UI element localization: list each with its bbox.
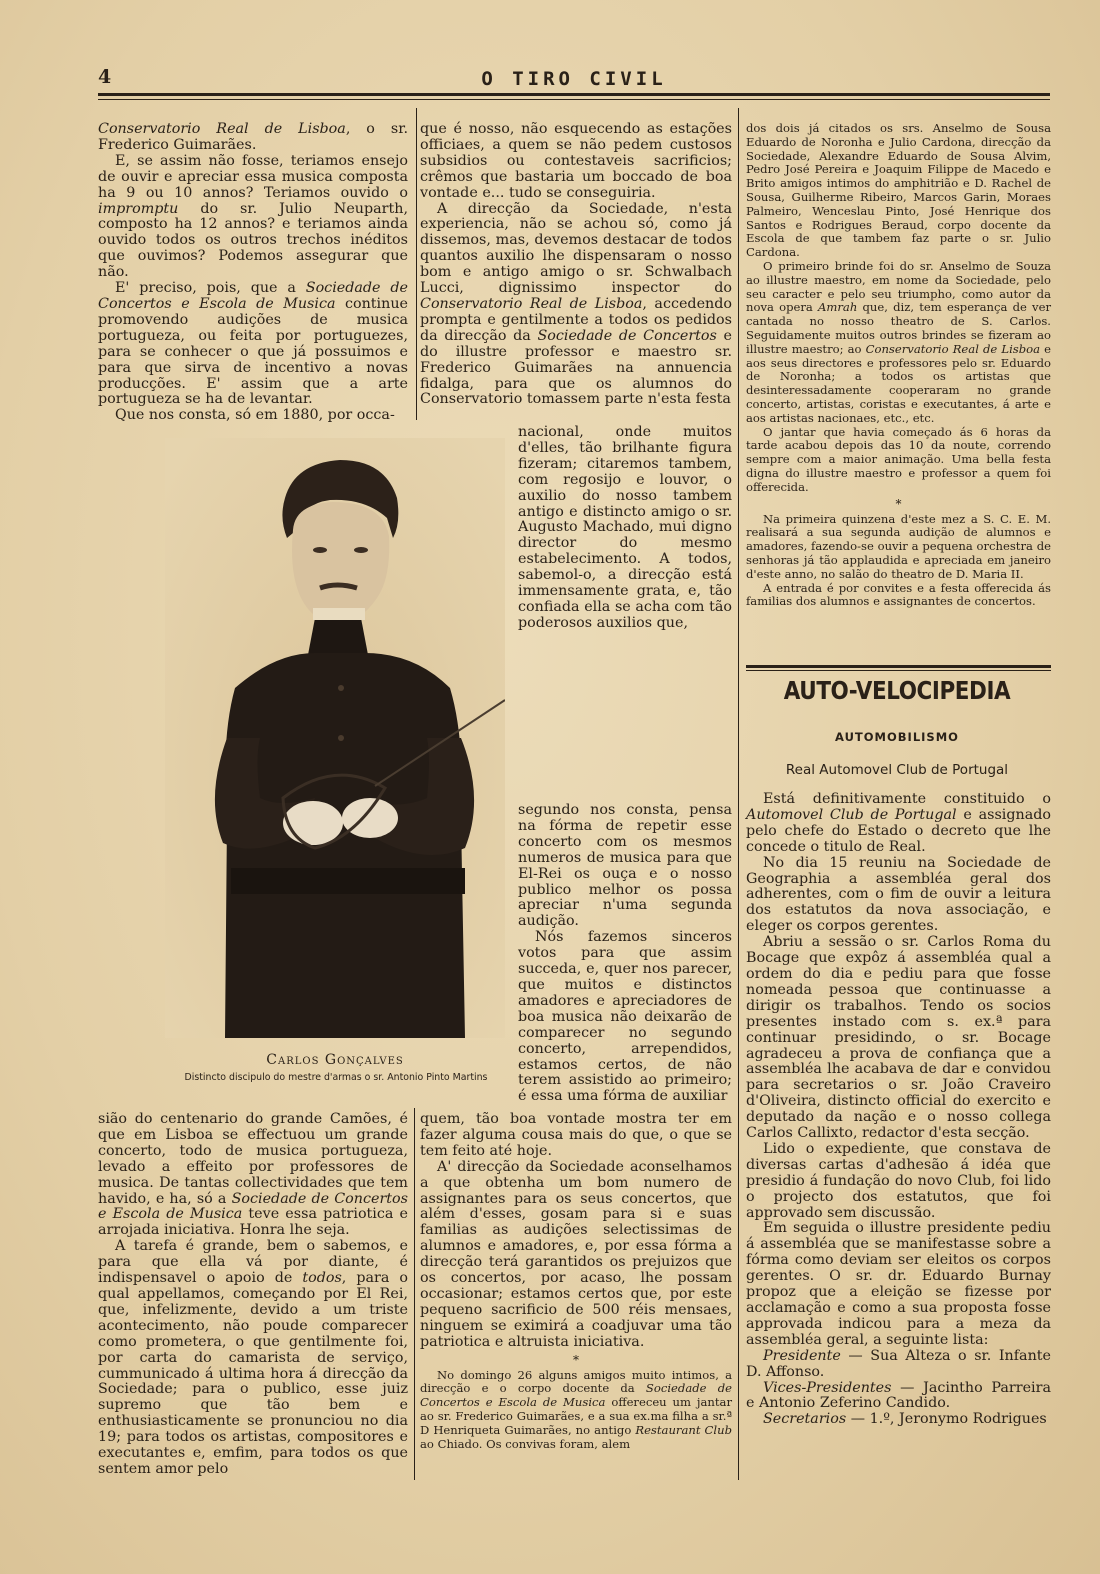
paragraph: quem, tão boa vontade mostra ter em fazer alguma cousa mais do que, o que se tem feito até hoje. bbox=[420, 1111, 732, 1159]
header-rule-thick bbox=[98, 93, 1050, 96]
paragraph: segundo nos consta, pensa na fórma de repetir esse concerto com os mesmos numeros de musica para que El-Rei os ouça e o nosso publico melhor os possa apreciar n'uma segunda audição. bbox=[518, 802, 732, 930]
page-number: 4 bbox=[98, 66, 112, 88]
paragraph: A' direcção da Sociedade aconselhamos a que obtenha um bom numero de assignantes para os seus concertos, que além d'esses, gosam para si e suas familias as audições selectissimas de alumnos e amadores, e, por essa fórma a direcção terá garantidos os prejuizos que os concertos, por acaso, lhe possam occasionar; estamos certos que, por este pequeno sacrificio de 500 réis mensaes, ninguem se eximirá a coadjuvar uma tão patriotica e altruista iniciativa. bbox=[420, 1158, 732, 1350]
italic-title: Conservatorio Real de Lisboa bbox=[98, 121, 346, 137]
column-2-top bbox=[420, 122, 732, 408]
paragraph: Nós fazemos sinceros votos para que assim succeda, e, quer nos parecer, que muitos e distinctos amadores e apreciadores de boa musica não deixarão de comparecer no segundo concerto, arrependidos, estamos certos, de não terem assistido ao primeiro; é essa uma fórma de auxiliar bbox=[518, 929, 732, 1105]
paragraph: No domingo 26 alguns amigos muito intimos, a direcção e o corpo docente da Sociedade de Concertos e Escola de Musica offereceu um jantar ao sr. Frederico Guimarães, e a sua ex.ma filha a sr.ª D Henriqueta Guimarães, no antigo Restaurant Club ao Chiado. Os convivas foram, alem bbox=[420, 1367, 732, 1451]
auto-section-body bbox=[746, 792, 1051, 1428]
column-2-bottom bbox=[420, 1112, 732, 1451]
header-rule-thin bbox=[98, 99, 1050, 100]
role-line: Presidente — Sua Alteza o sr. Infante D. Affonso. bbox=[746, 1347, 1051, 1380]
article-heading: Real Automovel Club de Portugal bbox=[785, 762, 1009, 778]
paragraph: dos dois já citados os srs. Anselmo de Sousa Eduardo de Noronha e Julio Cardona, direcção da Sociedade, Alexandre Eduardo de Sousa Alvim, Pedro José Pereira e Joaquim Filippe de Macedo e Brito amigos intimos do amphitrião e D. Rachel de Sousa, Guilherme Ribeiro, Marcos Garin, Moraes Palmeiro, Wenceslau Pinto, José Henrique dos Santos e Rodrigues Beraud, corpo docente da Escola de que tambem faz parte o sr. Julio Cardona. bbox=[746, 121, 1051, 260]
column-3-top bbox=[746, 122, 1051, 609]
column-rule bbox=[414, 1108, 415, 1480]
paragraph: Está definitivamente constituido o Automovel Club de Portugal e assignado pelo chefe do Estado o decreto que lhe concede o titulo de Real. bbox=[746, 791, 1051, 855]
paragraph: E, se assim não fosse, teriamos ensejo de ouvir e apreciar essa musica composta ha 9 ou 10 annos? Teriamos ouvido o impromptu do sr. Julio Neuparth, composto ha 12 annos? e teriamos ainda ouvido todos os outros trechos inéditos que ouvimos? Podemos assegurar que não. bbox=[98, 152, 408, 281]
section-title: AUTO-VELOCIPEDIA bbox=[783, 676, 1011, 705]
masthead: O TIRO CIVIL bbox=[481, 68, 667, 90]
paragraph: Que nos consta, só em 1880, por occa- bbox=[115, 407, 395, 424]
section-rule bbox=[746, 665, 1051, 668]
portrait-illustration bbox=[165, 438, 505, 1038]
paragraph: A direcção da Sociedade, n'esta experiencia, não se achou só, como já dissemos, mas, devemos destacar de todos quantos auxilio lhe dispensaram o nosso bom e antigo amigo o sr. Schwalbach Lucci, dignissimo inspector do Conservatorio Real de Lisboa, accedendo prompta e gentilmente a todos os pedidos da direcção da Sociedade de Concertos e do illustre professor e maestro sr. Frederico Guimarães na annuencia fidalga, para que os alumnos do Conservatorio tomassem parte n'esta festa bbox=[420, 200, 733, 408]
portrait-photo bbox=[165, 438, 505, 1038]
column-1-bottom bbox=[98, 1112, 408, 1478]
column-2-narrow: nacional, onde muitos d'elles, tão brilhante figura fizeram; citaremos tambem, com regosijo e louvor, o auxilio do nosso tambem antigo e distincto amigo o sr. Augusto Machado, mui digno director do mesmo estabelecimento. A todos, sabemol-o, a direcção está immensamente grata, e, tão confiada ella se acha com tão poderosos auxilios que, bbox=[518, 424, 732, 631]
paragraph: Em seguida o illustre presidente pediu á assembléa que se manifestasse sobre a fórma como deviam ser eleitos os corpos gerentes. O sr. dr. Eduardo Burnay propoz que a eleição se fizesse por acclamação e como a sua proposta fosse approvada indicou para a meza da assembléa geral, a seguinte lista: bbox=[746, 1220, 1051, 1348]
paragraph: Na primeira quinzena d'este mez a S. C. E. M. realisará a sua segunda audição de alumnos e amadores, fazendo-se ouvir a pequena orchestra de senhoras já tão applaudida e apreciada em janeiro d'este anno, no salão do theatro de D. Maria II. bbox=[746, 511, 1051, 581]
paragraph: sião do centenario do grande Camões, é que em Lisboa se effectuou um grande concerto, todo de musica portugueza, levado a effeito por professores de musica. De tantas collectividades que tem havido, e ha, só a Sociedade de Concertos e Escola de Musica teve essa patriotica e arrojada iniciativa. Honra lhe seja. bbox=[98, 1111, 408, 1239]
column-rule bbox=[416, 108, 417, 420]
paragraph: Conservatorio Real de Lisboa, o sr. Frederico Guimarães. bbox=[98, 121, 408, 153]
paragraph: Lido o expediente, que constava de diversas cartas d'adhesão á idéa que presidio á fundação do novo Club, foi lido o projecto dos estatutos, que foi approvado sem discussão. bbox=[746, 1140, 1051, 1221]
section-subtitle: AUTOMOBILISMO bbox=[835, 730, 959, 744]
separator-star: * bbox=[895, 496, 902, 511]
page-header bbox=[98, 62, 1050, 108]
paragraph: A entrada é por convites e a festa offerecida ás familias dos alumnos e assignantes de concertos. bbox=[746, 580, 1051, 609]
paragraph: que é nosso, não esquecendo as estações officiaes, a quem se não pedem custosos subsidios ou contestaveis sacrificios; crêmos que bastaria um boccado de boa vontade e... tudo se conseguiria. bbox=[420, 121, 732, 201]
paragraph: E' preciso, pois, que a Sociedade de Concertos e Escola de Musica continue promovendo audições de musica portugueza, ou feita por portuguezes, para se conhecer o que já possuimos e para que sirva de incentivo a novas producções. E' assim que a arte portugueza se ha de levantar. bbox=[98, 280, 408, 408]
role-line: Secretarios — 1.º, Jeronymo Rodrigues bbox=[763, 1411, 1047, 1428]
paragraph: No dia 15 reuniu na Sociedade de Geographia a assembléa geral dos adherentes, com o fim de ouvir a leitura dos estatutos da nova associação, e eleger os corpos gerentes. bbox=[746, 854, 1051, 935]
photo-caption-name: Carlos Gonçalves bbox=[266, 1052, 404, 1068]
separator-star: * bbox=[573, 1352, 579, 1367]
column-1-top bbox=[98, 122, 408, 424]
section-rule bbox=[746, 670, 1051, 671]
paragraph: O primeiro brinde foi do sr. Anselmo de Souza ao illustre maestro, em nome da Sociedade, pelo seu caracter e pelo seu triumpho, como autor da nova opera Amrah que, diz, tem esperança de ver cantada no nosso theatro de S. Carlos. Seguidamente muitos outros brindes se fizeram ao illustre maestro; ao Conservatorio Real de Lisboa e aos seus directores e professores pelo sr. Eduardo de Noronha; a todos os artistas que desinteressadamente cooperaram no grande concerto, artistas, coristas e executantes, á arte e aos artistas nacionaes, etc., etc. bbox=[746, 258, 1052, 425]
paragraph: O jantar que havia começado ás 6 horas da tarde acabou depois das 10 da noute, correndo sempre com a maior animação. Uma bella festa digna do illustre maestro e professor a quem foi offerecida. bbox=[746, 424, 1051, 494]
column-rule bbox=[738, 108, 739, 1480]
paragraph: Abriu a sessão o sr. Carlos Roma du Bocage que expôz á assembléa qual a ordem do dia e pediu para que fosse nomeada pessoa que continuasse a dirigir os trabalhos. Tendo os socios presentes instado com s. ex.ª para continuar presidindo, o sr. Bocage agradeceu a prova de confiança que a assembléa lhe acabava de dar e convidou para secretarios o sr. João Craveiro d'Oliveira, distincto official do exercito e deputado da nação e o nosso collega Carlos Callixto, redactor d'esta secção. bbox=[746, 934, 1051, 1142]
role-line: Vices-Presidentes — Jacintho Parreira e Antonio Zeferino Candido. bbox=[746, 1379, 1051, 1412]
photo-caption-line: Distincto discipulo do mestre d'armas o sr. Antonio Pinto Martins bbox=[184, 1072, 488, 1083]
column-2-narrow-lower bbox=[518, 803, 732, 1105]
paragraph: A tarefa é grande, bem o sabemos, e para que ella vá por diante, é indispensavel o apoio de todos, para o qual appellamos, começando por El Rei, que, infelizmente, devido a um triste acontecimento, não poude comparecer como prometera, o que gentilmente foi, por carta do camarista de serviço, cummunicado á ultima hora á direcção da Sociedade; para o publico, esse juiz supremo que tão bem e enthusiasticamente se pronunciou no dia 19; para todos os artistas, compositores e executantes e, emfim, para todos os que sentem amor pelo bbox=[98, 1238, 408, 1477]
